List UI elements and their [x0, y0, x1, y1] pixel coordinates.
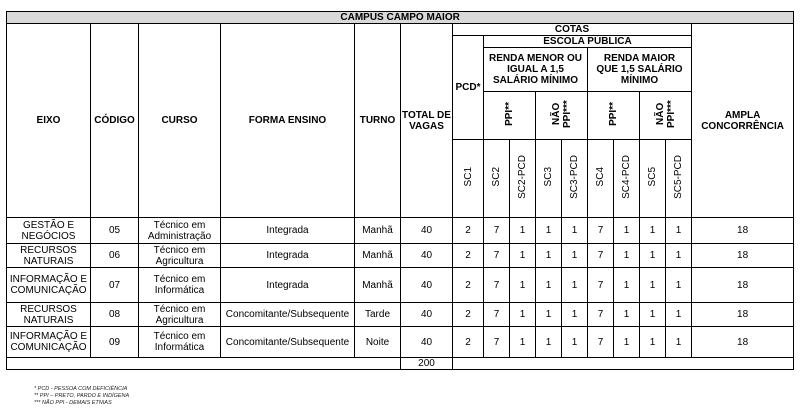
- cell-sc5: 1: [640, 244, 666, 268]
- header-nao-ppi-2: NÃO PPI***: [640, 92, 692, 140]
- cell-sc1: 2: [453, 268, 484, 303]
- header-escola-publica: ESCOLA PÚBLICA: [484, 36, 692, 48]
- table-row: [7, 268, 794, 303]
- footnote-ppi: ** PPI – PRETO, PARDO E INDÍGENA: [34, 393, 130, 399]
- cell-ampla: 18: [692, 218, 794, 244]
- header-sc3: SC3: [536, 140, 562, 218]
- cell-sc5: 1: [640, 218, 666, 244]
- campus-title: CAMPUS CAMPO MAIOR: [7, 12, 794, 24]
- cell-eixo: INFORMAÇÃO E COMUNICAÇÃO: [7, 268, 91, 303]
- table-row: [7, 303, 794, 327]
- cell-total: 40: [401, 327, 453, 358]
- header-cotas: COTAS: [453, 24, 692, 36]
- header-codigo: CÓDIGO: [91, 24, 139, 218]
- cell-ampla: 18: [692, 244, 794, 268]
- cell-sc1: 2: [453, 244, 484, 268]
- vacancy-table: [6, 11, 794, 370]
- cell-sc2: 7: [484, 268, 510, 303]
- header-ppi-1: PPI**: [484, 92, 536, 140]
- cell-forma: Integrada: [221, 244, 355, 268]
- header-eixo: EIXO: [7, 24, 91, 218]
- footnote-pcd: * PCD - PESSOA COM DEFICIÊNCIA: [34, 386, 128, 392]
- header-sc5-pcd: SC5-PCD: [666, 140, 692, 218]
- cell-sc1: 2: [453, 303, 484, 327]
- cell-sc2-pcd: 1: [510, 218, 536, 244]
- cell-curso: Técnico em Informática: [139, 327, 221, 358]
- cell-sc1: 2: [453, 218, 484, 244]
- cell-sc3: 1: [536, 244, 562, 268]
- cell-sc4: 7: [588, 268, 614, 303]
- cell-sc3: 1: [536, 327, 562, 358]
- cell-sc2-pcd: 1: [510, 327, 536, 358]
- cell-sc3: 1: [536, 268, 562, 303]
- cell-total: 40: [401, 268, 453, 303]
- cell-turno: Manhã: [355, 244, 401, 268]
- cell-sc2-pcd: 1: [510, 244, 536, 268]
- table-row: [7, 218, 794, 244]
- cell-sc5-pcd: 1: [666, 327, 692, 358]
- cell-forma: Integrada: [221, 268, 355, 303]
- cell-sc4-pcd: 1: [614, 268, 640, 303]
- cell-codigo: 05: [91, 218, 139, 244]
- footnotes: [34, 386, 129, 407]
- header-sc1: SC1: [453, 140, 484, 218]
- cell-sc4: 7: [588, 303, 614, 327]
- cell-sc4-pcd: 1: [614, 244, 640, 268]
- header-sc2: SC2: [484, 140, 510, 218]
- footnote-nao-ppi: *** NÃO PPI - DEMAIS ETNIAS: [34, 400, 112, 406]
- header-pcd: PCD*: [453, 36, 484, 140]
- header-sc3-pcd: SC3-PCD: [562, 140, 588, 218]
- header-ppi-2: PPI**: [588, 92, 640, 140]
- cell-curso: Técnico em Informática: [139, 268, 221, 303]
- cell-sc3: 1: [536, 218, 562, 244]
- cell-sc3-pcd: 1: [562, 218, 588, 244]
- cell-sc2-pcd: 1: [510, 268, 536, 303]
- cell-sc4: 7: [588, 244, 614, 268]
- table-row: [7, 244, 794, 268]
- cell-turno: Manhã: [355, 218, 401, 244]
- cell-sc2: 7: [484, 327, 510, 358]
- cell-turno: Manhã: [355, 268, 401, 303]
- cell-sc2: 7: [484, 244, 510, 268]
- cell-turno: Noite: [355, 327, 401, 358]
- header-total-vagas: TOTAL DE VAGAS: [401, 24, 453, 218]
- cell-eixo: INFORMAÇÃO E COMUNICAÇÃO: [7, 327, 91, 358]
- cell-total: 40: [401, 244, 453, 268]
- cell-sc4-pcd: 1: [614, 327, 640, 358]
- cell-sc2: 7: [484, 303, 510, 327]
- cell-sc5: 1: [640, 327, 666, 358]
- header-curso: CURSO: [139, 24, 221, 218]
- header-renda-menor: RENDA MENOR OU IGUAL A 1,5 SALÁRIO MÍNIMO: [484, 48, 588, 92]
- header-sc2-pcd: SC2-PCD: [510, 140, 536, 218]
- header-sc4-pcd: SC4-PCD: [614, 140, 640, 218]
- cell-sc5-pcd: 1: [666, 218, 692, 244]
- header-turno: TURNO: [355, 24, 401, 218]
- cell-sc1: 2: [453, 327, 484, 358]
- cell-codigo: 08: [91, 303, 139, 327]
- cell-ampla: 18: [692, 303, 794, 327]
- grand-total: 200: [401, 358, 453, 370]
- cell-codigo: 09: [91, 327, 139, 358]
- cell-sc5-pcd: 1: [666, 303, 692, 327]
- header-ampla-concorrencia: AMPLA CONCORRÊNCIA: [692, 24, 794, 218]
- cell-codigo: 07: [91, 268, 139, 303]
- cell-sc2-pcd: 1: [510, 303, 536, 327]
- cell-eixo: RECURSOS NATURAIS: [7, 303, 91, 327]
- cell-forma: Concomitante/Subsequente: [221, 303, 355, 327]
- cell-eixo: RECURSOS NATURAIS: [7, 244, 91, 268]
- cell-sc4-pcd: 1: [614, 218, 640, 244]
- header-sc5: SC5: [640, 140, 666, 218]
- header-forma-ensino: FORMA ENSINO: [221, 24, 355, 218]
- cell-curso: Técnico em Administração: [139, 218, 221, 244]
- table-row: [7, 327, 794, 358]
- cell-forma: Concomitante/Subsequente: [221, 327, 355, 358]
- cell-eixo: GESTÃO E NEGÓCIOS: [7, 218, 91, 244]
- cell-sc5-pcd: 1: [666, 244, 692, 268]
- total-spacer: [7, 358, 401, 370]
- cell-sc3-pcd: 1: [562, 327, 588, 358]
- cell-ampla: 18: [692, 268, 794, 303]
- cell-sc5: 1: [640, 268, 666, 303]
- cell-sc4: 7: [588, 218, 614, 244]
- cell-sc2: 7: [484, 218, 510, 244]
- cell-curso: Técnico em Agricultura: [139, 244, 221, 268]
- cell-sc3-pcd: 1: [562, 244, 588, 268]
- cell-ampla: 18: [692, 327, 794, 358]
- cell-total: 40: [401, 218, 453, 244]
- header-renda-maior: RENDA MAIOR QUE 1,5 SALÁRIO MÍNIMO: [588, 48, 692, 92]
- cell-sc4-pcd: 1: [614, 303, 640, 327]
- cell-sc3-pcd: 1: [562, 303, 588, 327]
- cell-total: 40: [401, 303, 453, 327]
- header-sc4: SC4: [588, 140, 614, 218]
- cell-sc3: 1: [536, 303, 562, 327]
- cell-codigo: 06: [91, 244, 139, 268]
- cell-sc4: 7: [588, 327, 614, 358]
- cell-forma: Integrada: [221, 218, 355, 244]
- cell-sc5-pcd: 1: [666, 268, 692, 303]
- header-nao-ppi-1: NÃO PPI***: [536, 92, 588, 140]
- cell-turno: Tarde: [355, 303, 401, 327]
- cell-curso: Técnico em Agricultura: [139, 303, 221, 327]
- cell-sc5: 1: [640, 303, 666, 327]
- cell-sc3-pcd: 1: [562, 268, 588, 303]
- total-spacer-right: [453, 358, 794, 370]
